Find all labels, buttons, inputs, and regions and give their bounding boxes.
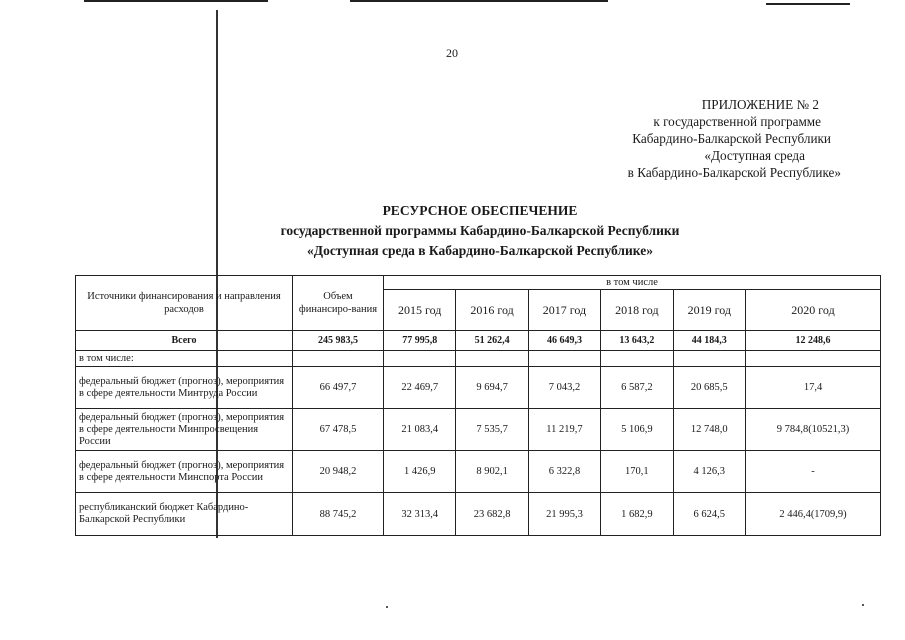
- header-volume: Объем финансиро-вания: [293, 276, 384, 331]
- table-cell: 9 694,7: [456, 367, 528, 409]
- appendix-line: в Кабардино-Балкарской Республике»: [627, 165, 841, 180]
- table-row: [76, 367, 881, 409]
- table-cell-empty: [746, 351, 881, 367]
- table-cell: 13 643,2: [601, 331, 673, 351]
- document-subtitle: «Доступная среда в Кабардино-Балкарской Республике»: [307, 243, 653, 258]
- subhead-label: в том числе:: [76, 351, 293, 367]
- table-cell: 7 043,2: [528, 367, 600, 409]
- table-cell: 4 126,3: [673, 451, 745, 493]
- table-cell-empty: [384, 351, 456, 367]
- table-cell: 67 478,5: [293, 409, 384, 451]
- table-cell: 77 995,8: [384, 331, 456, 351]
- row-label: федеральный бюджет (прогноз), мероприятия в сфере деятельности Минпросвещения России: [76, 409, 293, 451]
- table-cell: 5 106,9: [601, 409, 673, 451]
- table-cell: 170,1: [601, 451, 673, 493]
- table-cell-empty: [673, 351, 745, 367]
- appendix-title: ПРИЛОЖЕНИЕ № 2: [701, 97, 819, 112]
- appendix-line: «Доступная среда: [704, 148, 805, 163]
- table-cell: 12 248,6: [746, 331, 881, 351]
- table-cell: 245 983,5: [293, 331, 384, 351]
- table-cell: 21 083,4: [384, 409, 456, 451]
- table-cell: 88 745,2: [293, 493, 384, 536]
- table-cell: 51 262,4: [456, 331, 528, 351]
- table-cell: 66 497,7: [293, 367, 384, 409]
- header-year: 2016 год: [456, 290, 528, 331]
- header-including: в том числе: [384, 276, 881, 290]
- table-cell: 11 219,7: [528, 409, 600, 451]
- table-cell: 6 322,8: [528, 451, 600, 493]
- table-cell: 7 535,7: [456, 409, 528, 451]
- table-row: [76, 493, 881, 536]
- table-cell-empty: [528, 351, 600, 367]
- table-cell-empty: [456, 351, 528, 367]
- header-year: 2017 год: [528, 290, 600, 331]
- table-cell: 20 685,5: [673, 367, 745, 409]
- appendix-block: [541, 96, 841, 181]
- table-cell: 46 649,3: [528, 331, 600, 351]
- header-year: 2020 год: [746, 290, 881, 331]
- table-header-row: [76, 276, 881, 290]
- table-cell: 6 624,5: [673, 493, 745, 536]
- scan-speck: [862, 604, 864, 606]
- table-cell: 12 748,0: [673, 409, 745, 451]
- table-cell: 8 902,1: [456, 451, 528, 493]
- table-row: [76, 451, 881, 493]
- page-number: 20: [446, 46, 458, 60]
- table-cell: 6 587,2: [601, 367, 673, 409]
- scan-speck: [386, 606, 388, 608]
- header-year: 2019 год: [673, 290, 745, 331]
- table-cell: -: [746, 451, 881, 493]
- appendix-line: к государственной программе: [653, 114, 821, 129]
- table-cell: 23 682,8: [456, 493, 528, 536]
- table-cell: 21 995,3: [528, 493, 600, 536]
- document-title: РЕСУРСНОЕ ОБЕСПЕЧЕНИЕ: [382, 203, 578, 218]
- table-cell-empty: [293, 351, 384, 367]
- table-cell: 17,4: [746, 367, 881, 409]
- row-label: федеральный бюджет (прогноз), мероприятия в сфере деятельности Минспорта России: [76, 451, 293, 493]
- table-cell-empty: [601, 351, 673, 367]
- table-cell: 44 184,3: [673, 331, 745, 351]
- table-cell: 32 313,4: [384, 493, 456, 536]
- resource-table: [75, 275, 881, 536]
- table-cell: 2 446,4(1709,9): [746, 493, 881, 536]
- header-year: 2015 год: [384, 290, 456, 331]
- table-row-subhead: [76, 351, 881, 367]
- row-label: федеральный бюджет (прогноз), мероприятия в сфере деятельности Минтруда России: [76, 367, 293, 409]
- total-label: Всего: [76, 331, 293, 351]
- table-cell: 9 784,8(10521,3): [746, 409, 881, 451]
- appendix-line: Кабардино-Балкарской Республики: [632, 131, 831, 146]
- table-cell: 20 948,2: [293, 451, 384, 493]
- table-row-total: [76, 331, 881, 351]
- document-subtitle: государственной программы Кабардино-Балкарской Республики: [280, 223, 680, 238]
- scan-artifact-line: [766, 3, 850, 5]
- header-source: Источники финансирования и направления расходов: [76, 276, 293, 331]
- table-cell: 1 682,9: [601, 493, 673, 536]
- row-label: республиканский бюджет Кабардино-Балкарской Республики: [76, 493, 293, 536]
- table-cell: 22 469,7: [384, 367, 456, 409]
- table-cell: 1 426,9: [384, 451, 456, 493]
- scan-artifact-line: [84, 0, 268, 2]
- scan-artifact-line: [350, 0, 608, 2]
- table-row: [76, 409, 881, 451]
- header-year: 2018 год: [601, 290, 673, 331]
